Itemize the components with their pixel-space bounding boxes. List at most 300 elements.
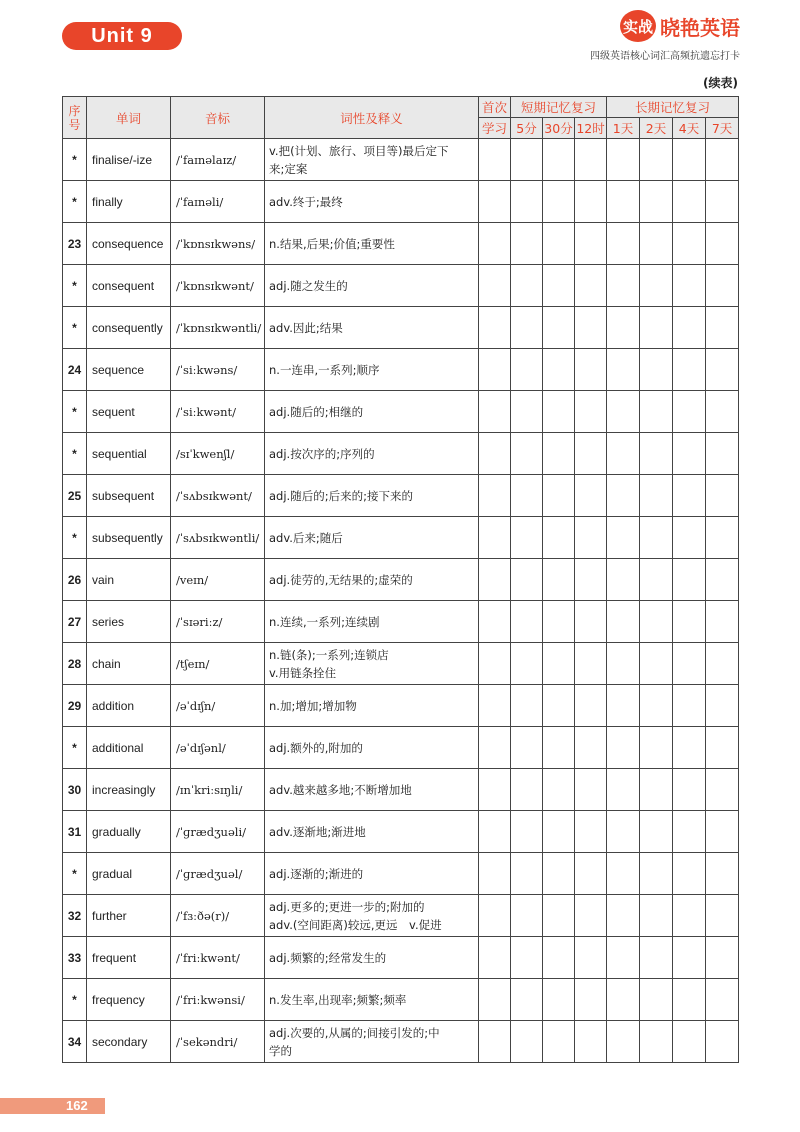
review-checkbox-cell[interactable] [543, 433, 575, 475]
header-30min: 30分 [543, 118, 575, 139]
table-row [63, 769, 739, 811]
row-definition [265, 727, 479, 769]
definition-line: adv.(空间距离)较远,更远 v.促进 [269, 917, 442, 932]
review-checkbox-cell[interactable] [543, 475, 575, 517]
row-definition [265, 307, 479, 349]
header-12h: 12时 [575, 118, 607, 139]
row-index: * [63, 727, 87, 769]
header-word: 单词 [87, 97, 171, 139]
review-checkbox-cell[interactable] [640, 517, 673, 559]
definition-line: adj.频繁的;经常发生的 [269, 950, 387, 965]
review-checkbox-cell[interactable] [543, 559, 575, 601]
review-checkbox-cell[interactable] [543, 517, 575, 559]
review-checkbox-cell[interactable] [479, 643, 511, 685]
review-checkbox-cell[interactable] [673, 1021, 706, 1063]
brand-name: 晓艳英语 [660, 15, 740, 40]
brand [620, 10, 740, 42]
review-checkbox-cell[interactable] [575, 979, 607, 1021]
table-row [63, 517, 739, 559]
review-checkbox-cell[interactable] [575, 517, 607, 559]
row-index: 25 [63, 475, 87, 517]
definition-line: adv.终于;最终 [269, 194, 343, 209]
definition-line: adv.越来越多地;不断增加地 [269, 782, 412, 797]
row-definition [265, 475, 479, 517]
review-checkbox-cell[interactable] [543, 811, 575, 853]
row-index: * [63, 307, 87, 349]
review-checkbox-cell[interactable] [543, 391, 575, 433]
review-checkbox-cell[interactable] [673, 349, 706, 391]
header-short-review: 短期记忆复习 [511, 97, 607, 118]
review-checkbox-cell[interactable] [479, 979, 511, 1021]
row-definition [265, 559, 479, 601]
review-checkbox-cell[interactable] [607, 265, 640, 307]
review-checkbox-cell[interactable] [575, 811, 607, 853]
review-checkbox-cell[interactable] [479, 853, 511, 895]
review-checkbox-cell[interactable] [575, 685, 607, 727]
row-index: 32 [63, 895, 87, 937]
row-definition [265, 139, 479, 181]
review-checkbox-cell[interactable] [479, 1021, 511, 1063]
table-row [63, 853, 739, 895]
review-checkbox-cell[interactable] [706, 139, 739, 181]
review-checkbox-cell[interactable] [607, 811, 640, 853]
review-checkbox-cell[interactable] [706, 853, 739, 895]
review-checkbox-cell[interactable] [511, 727, 543, 769]
definition-line: v.用链条拴住 [269, 665, 337, 680]
review-checkbox-cell[interactable] [543, 349, 575, 391]
review-checkbox-cell[interactable] [673, 307, 706, 349]
header-def: 词性及释义 [265, 97, 479, 139]
review-checkbox-cell[interactable] [706, 727, 739, 769]
review-checkbox-cell[interactable] [607, 181, 640, 223]
row-index: * [63, 181, 87, 223]
review-checkbox-cell[interactable] [706, 979, 739, 1021]
review-checkbox-cell[interactable] [575, 559, 607, 601]
review-checkbox-cell[interactable] [511, 559, 543, 601]
table-row [63, 181, 739, 223]
review-checkbox-cell[interactable] [511, 223, 543, 265]
definition-line: n.加;增加;增加物 [269, 698, 357, 713]
review-checkbox-cell[interactable] [575, 853, 607, 895]
review-checkbox-cell[interactable] [479, 391, 511, 433]
review-checkbox-cell[interactable] [511, 265, 543, 307]
review-checkbox-cell[interactable] [640, 811, 673, 853]
review-checkbox-cell[interactable] [673, 685, 706, 727]
review-checkbox-cell[interactable] [673, 601, 706, 643]
page-number: 162 [66, 1098, 88, 1113]
review-checkbox-cell[interactable] [640, 643, 673, 685]
review-checkbox-cell[interactable] [640, 433, 673, 475]
row-word: consequence [87, 223, 171, 265]
row-word: subsequently [87, 517, 171, 559]
definition-line: n.连续,一系列;连续剧 [269, 614, 380, 629]
review-checkbox-cell[interactable] [543, 769, 575, 811]
review-checkbox-cell[interactable] [640, 307, 673, 349]
definition-line: adj.随后的;后来的;接下来的 [269, 488, 413, 503]
review-checkbox-cell[interactable] [479, 517, 511, 559]
row-definition [265, 349, 479, 391]
review-checkbox-cell[interactable] [511, 769, 543, 811]
review-checkbox-cell[interactable] [543, 139, 575, 181]
review-checkbox-cell[interactable] [511, 181, 543, 223]
review-checkbox-cell[interactable] [640, 265, 673, 307]
review-checkbox-cell[interactable] [673, 559, 706, 601]
review-checkbox-cell[interactable] [640, 181, 673, 223]
review-checkbox-cell[interactable] [607, 307, 640, 349]
row-index: * [63, 139, 87, 181]
review-checkbox-cell[interactable] [575, 307, 607, 349]
review-checkbox-cell[interactable] [543, 853, 575, 895]
review-checkbox-cell[interactable] [706, 433, 739, 475]
header-1d: 1天 [607, 118, 640, 139]
review-checkbox-cell[interactable] [479, 811, 511, 853]
review-checkbox-cell[interactable] [640, 391, 673, 433]
review-checkbox-cell[interactable] [607, 685, 640, 727]
review-checkbox-cell[interactable] [673, 727, 706, 769]
review-checkbox-cell[interactable] [479, 895, 511, 937]
row-pronunciation: /ˈsʌbsɪkwəntli/ [171, 517, 265, 559]
row-index: 29 [63, 685, 87, 727]
review-checkbox-cell[interactable] [706, 937, 739, 979]
row-word: consequently [87, 307, 171, 349]
review-checkbox-cell[interactable] [706, 601, 739, 643]
review-checkbox-cell[interactable] [511, 517, 543, 559]
review-checkbox-cell[interactable] [607, 139, 640, 181]
review-checkbox-cell[interactable] [706, 895, 739, 937]
definition-line: adj.次要的,从属的;间接引发的;中 [269, 1025, 440, 1040]
review-checkbox-cell[interactable] [673, 475, 706, 517]
review-checkbox-cell[interactable] [607, 643, 640, 685]
review-checkbox-cell[interactable] [673, 517, 706, 559]
row-word: series [87, 601, 171, 643]
review-checkbox-cell[interactable] [575, 643, 607, 685]
definition-line: adv.因此;结果 [269, 320, 343, 335]
review-checkbox-cell[interactable] [575, 433, 607, 475]
row-index: 31 [63, 811, 87, 853]
table-row [63, 727, 739, 769]
row-pronunciation: /tʃeɪn/ [171, 643, 265, 685]
review-checkbox-cell[interactable] [673, 433, 706, 475]
header-first-study: 学习 [479, 118, 511, 139]
review-checkbox-cell[interactable] [575, 1021, 607, 1063]
review-checkbox-cell[interactable] [575, 139, 607, 181]
review-checkbox-cell[interactable] [706, 223, 739, 265]
row-pronunciation: /ˈkɒnsɪkwəns/ [171, 223, 265, 265]
review-checkbox-cell[interactable] [511, 937, 543, 979]
definition-line: adj.逐渐的;渐进的 [269, 866, 364, 881]
review-checkbox-cell[interactable] [706, 307, 739, 349]
review-checkbox-cell[interactable] [607, 853, 640, 895]
definition-line: adj.更多的;更进一步的;附加的 [269, 899, 425, 914]
definition-line: adj.随之发生的 [269, 278, 348, 293]
review-checkbox-cell[interactable] [640, 685, 673, 727]
review-checkbox-cell[interactable] [479, 685, 511, 727]
row-word: finalise/-ize [87, 139, 171, 181]
review-checkbox-cell[interactable] [543, 727, 575, 769]
review-checkbox-cell[interactable] [479, 475, 511, 517]
table-row [63, 979, 739, 1021]
review-checkbox-cell[interactable] [543, 685, 575, 727]
review-checkbox-cell[interactable] [706, 517, 739, 559]
review-checkbox-cell[interactable] [511, 1021, 543, 1063]
review-checkbox-cell[interactable] [479, 181, 511, 223]
review-checkbox-cell[interactable] [575, 349, 607, 391]
brand-logo-icon: 实战 [620, 10, 656, 42]
row-word: further [87, 895, 171, 937]
review-checkbox-cell[interactable] [575, 181, 607, 223]
review-checkbox-cell[interactable] [543, 1021, 575, 1063]
row-word: frequency [87, 979, 171, 1021]
review-checkbox-cell[interactable] [543, 223, 575, 265]
row-index: * [63, 265, 87, 307]
table-row [63, 265, 739, 307]
row-index: 24 [63, 349, 87, 391]
row-index: 33 [63, 937, 87, 979]
review-checkbox-cell[interactable] [607, 433, 640, 475]
review-checkbox-cell[interactable] [607, 517, 640, 559]
row-index: 30 [63, 769, 87, 811]
review-checkbox-cell[interactable] [640, 727, 673, 769]
review-checkbox-cell[interactable] [511, 811, 543, 853]
table-row [63, 307, 739, 349]
table-row [63, 1021, 739, 1063]
review-checkbox-cell[interactable] [607, 769, 640, 811]
table-row [63, 643, 739, 685]
vocab-table [62, 96, 739, 1063]
review-checkbox-cell[interactable] [575, 391, 607, 433]
review-checkbox-cell[interactable] [673, 265, 706, 307]
review-checkbox-cell[interactable] [543, 601, 575, 643]
row-index: 26 [63, 559, 87, 601]
review-checkbox-cell[interactable] [640, 1021, 673, 1063]
table-row [63, 223, 739, 265]
review-checkbox-cell[interactable] [575, 937, 607, 979]
review-checkbox-cell[interactable] [673, 769, 706, 811]
review-checkbox-cell[interactable] [673, 979, 706, 1021]
row-pronunciation: /ˈsekəndri/ [171, 1021, 265, 1063]
definition-line: n.结果,后果;价值;重要性 [269, 236, 395, 251]
row-index: 27 [63, 601, 87, 643]
review-checkbox-cell[interactable] [673, 139, 706, 181]
review-checkbox-cell[interactable] [543, 979, 575, 1021]
row-pronunciation: /əˈdɪʃənl/ [171, 727, 265, 769]
review-checkbox-cell[interactable] [543, 265, 575, 307]
review-checkbox-cell[interactable] [575, 223, 607, 265]
review-checkbox-cell[interactable] [706, 559, 739, 601]
row-index: 28 [63, 643, 87, 685]
review-checkbox-cell[interactable] [673, 895, 706, 937]
review-checkbox-cell[interactable] [640, 895, 673, 937]
review-checkbox-cell[interactable] [511, 433, 543, 475]
review-checkbox-cell[interactable] [511, 391, 543, 433]
review-checkbox-cell[interactable] [607, 895, 640, 937]
review-checkbox-cell[interactable] [511, 979, 543, 1021]
review-checkbox-cell[interactable] [543, 643, 575, 685]
review-checkbox-cell[interactable] [706, 769, 739, 811]
header-4d: 4天 [673, 118, 706, 139]
row-pronunciation: /ˈsiːkwəns/ [171, 349, 265, 391]
review-checkbox-cell[interactable] [511, 643, 543, 685]
table-row [63, 811, 739, 853]
row-index: * [63, 391, 87, 433]
row-definition [265, 895, 479, 937]
row-index: 23 [63, 223, 87, 265]
review-checkbox-cell[interactable] [673, 391, 706, 433]
review-checkbox-cell[interactable] [575, 769, 607, 811]
review-checkbox-cell[interactable] [575, 727, 607, 769]
row-pronunciation: /ˈsʌbsɪkwənt/ [171, 475, 265, 517]
row-definition [265, 391, 479, 433]
review-checkbox-cell[interactable] [673, 853, 706, 895]
header-5min: 5分 [511, 118, 543, 139]
review-checkbox-cell[interactable] [575, 265, 607, 307]
row-pronunciation: /ˈsiːkwənt/ [171, 391, 265, 433]
review-checkbox-cell[interactable] [479, 601, 511, 643]
row-index: * [63, 853, 87, 895]
review-checkbox-cell[interactable] [479, 139, 511, 181]
table-row [63, 685, 739, 727]
row-definition [265, 979, 479, 1021]
row-pronunciation: /sɪˈkwenʃl/ [171, 433, 265, 475]
definition-line: adv.后来;随后 [269, 530, 343, 545]
row-word: vain [87, 559, 171, 601]
review-checkbox-cell[interactable] [543, 937, 575, 979]
table-row [63, 475, 739, 517]
review-checkbox-cell[interactable] [511, 685, 543, 727]
row-pronunciation: /ˈɡrædʒuəli/ [171, 811, 265, 853]
definition-line: n.发生率,出现率;频繁;频率 [269, 992, 407, 1007]
review-checkbox-cell[interactable] [575, 895, 607, 937]
review-checkbox-cell[interactable] [673, 643, 706, 685]
row-definition [265, 181, 479, 223]
review-checkbox-cell[interactable] [640, 475, 673, 517]
review-checkbox-cell[interactable] [640, 601, 673, 643]
review-checkbox-cell[interactable] [479, 349, 511, 391]
table-row [63, 433, 739, 475]
review-checkbox-cell[interactable] [640, 559, 673, 601]
row-index: * [63, 433, 87, 475]
review-checkbox-cell[interactable] [640, 769, 673, 811]
row-word: secondary [87, 1021, 171, 1063]
review-checkbox-cell[interactable] [479, 265, 511, 307]
definition-line: adv.逐渐地;渐进地 [269, 824, 366, 839]
table-row [63, 937, 739, 979]
table-row [63, 559, 739, 601]
row-pronunciation: /ˈfɜːðə(r)/ [171, 895, 265, 937]
review-checkbox-cell[interactable] [706, 475, 739, 517]
row-pronunciation: /ˈfriːkwənsi/ [171, 979, 265, 1021]
review-checkbox-cell[interactable] [543, 181, 575, 223]
row-word: additional [87, 727, 171, 769]
review-checkbox-cell[interactable] [706, 1021, 739, 1063]
review-checkbox-cell[interactable] [607, 601, 640, 643]
review-checkbox-cell[interactable] [479, 727, 511, 769]
review-checkbox-cell[interactable] [673, 181, 706, 223]
header-2d: 2天 [640, 118, 673, 139]
table-row [63, 895, 739, 937]
review-checkbox-cell[interactable] [479, 223, 511, 265]
review-checkbox-cell[interactable] [607, 937, 640, 979]
review-checkbox-cell[interactable] [673, 811, 706, 853]
review-checkbox-cell[interactable] [706, 181, 739, 223]
review-checkbox-cell[interactable] [479, 307, 511, 349]
row-definition [265, 685, 479, 727]
row-definition [265, 937, 479, 979]
review-checkbox-cell[interactable] [543, 895, 575, 937]
table-row [63, 139, 739, 181]
row-pronunciation: /ˈfaɪnəlaɪz/ [171, 139, 265, 181]
row-word: frequent [87, 937, 171, 979]
review-checkbox-cell[interactable] [706, 643, 739, 685]
review-checkbox-cell[interactable] [706, 265, 739, 307]
review-checkbox-cell[interactable] [479, 433, 511, 475]
table-row [63, 349, 739, 391]
review-checkbox-cell[interactable] [640, 937, 673, 979]
row-index: * [63, 517, 87, 559]
review-checkbox-cell[interactable] [607, 475, 640, 517]
review-checkbox-cell[interactable] [511, 307, 543, 349]
row-definition [265, 1021, 479, 1063]
brand-subtitle: 四级英语核心词汇高频抗遗忘打卡 [590, 51, 740, 62]
review-checkbox-cell[interactable] [575, 601, 607, 643]
review-checkbox-cell[interactable] [511, 475, 543, 517]
row-pronunciation: /ˈfaɪnəli/ [171, 181, 265, 223]
review-checkbox-cell[interactable] [511, 895, 543, 937]
review-checkbox-cell[interactable] [511, 139, 543, 181]
review-checkbox-cell[interactable] [479, 559, 511, 601]
row-index: 34 [63, 1021, 87, 1063]
definition-line: 来;定案 [269, 161, 308, 176]
definition-line: adj.额外的,附加的 [269, 740, 363, 755]
row-word: increasingly [87, 769, 171, 811]
review-checkbox-cell[interactable] [607, 223, 640, 265]
review-checkbox-cell[interactable] [640, 853, 673, 895]
row-word: chain [87, 643, 171, 685]
review-checkbox-cell[interactable] [543, 307, 575, 349]
review-checkbox-cell[interactable] [706, 685, 739, 727]
review-checkbox-cell[interactable] [607, 1021, 640, 1063]
review-checkbox-cell[interactable] [640, 979, 673, 1021]
table-row [63, 391, 739, 433]
row-index: * [63, 979, 87, 1021]
review-checkbox-cell[interactable] [640, 223, 673, 265]
review-checkbox-cell[interactable] [607, 979, 640, 1021]
review-checkbox-cell[interactable] [607, 391, 640, 433]
review-checkbox-cell[interactable] [511, 601, 543, 643]
review-checkbox-cell[interactable] [673, 937, 706, 979]
header-idx: 序 号 [63, 97, 87, 139]
review-checkbox-cell[interactable] [511, 853, 543, 895]
row-word: gradually [87, 811, 171, 853]
review-checkbox-cell[interactable] [607, 349, 640, 391]
review-checkbox-cell[interactable] [640, 139, 673, 181]
review-checkbox-cell[interactable] [706, 349, 739, 391]
review-checkbox-cell[interactable] [607, 559, 640, 601]
review-checkbox-cell[interactable] [479, 937, 511, 979]
review-checkbox-cell[interactable] [511, 349, 543, 391]
review-checkbox-cell[interactable] [706, 391, 739, 433]
review-checkbox-cell[interactable] [575, 475, 607, 517]
footer-bar [0, 1098, 105, 1114]
review-checkbox-cell[interactable] [607, 727, 640, 769]
review-checkbox-cell[interactable] [673, 223, 706, 265]
definition-line: adj.徒劳的,无结果的;虚荣的 [269, 572, 413, 587]
review-checkbox-cell[interactable] [706, 811, 739, 853]
review-checkbox-cell[interactable] [479, 769, 511, 811]
definition-line: n.链(条);一系列;连锁店 [269, 647, 389, 662]
review-checkbox-cell[interactable] [640, 349, 673, 391]
row-word: consequent [87, 265, 171, 307]
